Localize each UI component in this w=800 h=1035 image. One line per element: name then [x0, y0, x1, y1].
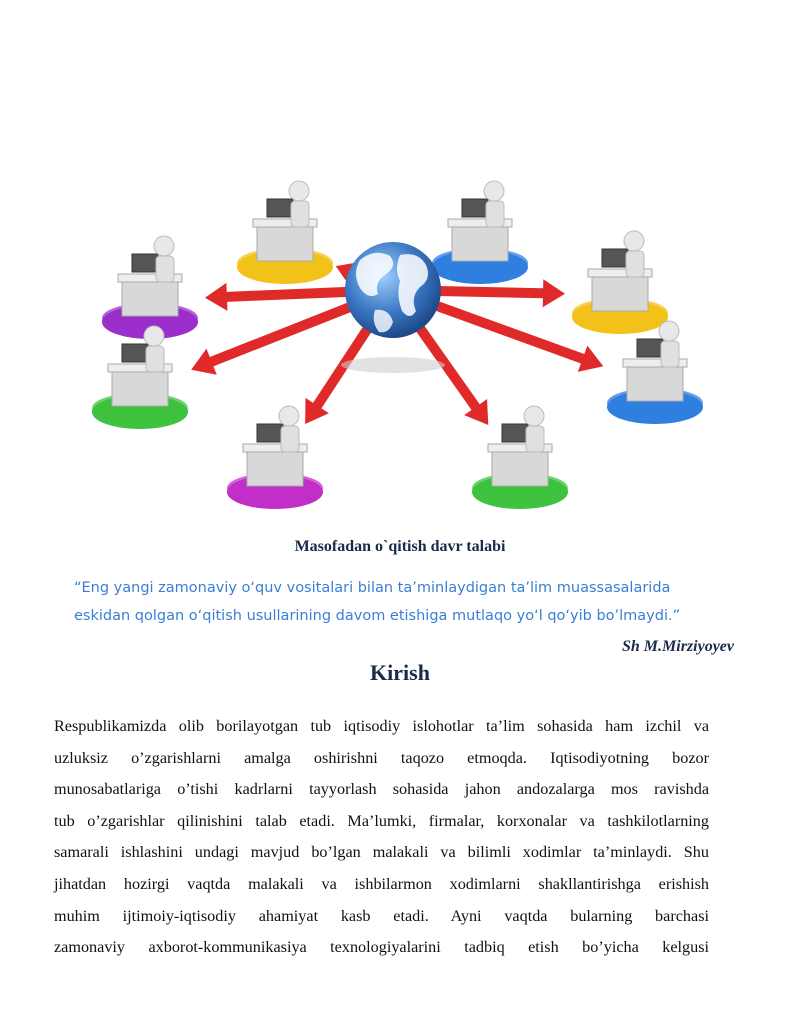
workstation-icon: [432, 181, 528, 284]
arrow: [191, 302, 353, 375]
section-heading: Kirish: [370, 660, 430, 685]
paragraph-line: samarali ishlashini undagi mavjud bo’lgan malakali va bilimli xodimlar ta’minlaydi. Shu: [54, 843, 709, 862]
paragraph-line: munosabatlariga o’tishi kadrlarni tayyorlash sohasida jahon andozalarga mos ravishda: [54, 780, 709, 799]
paragraph-line: tub o’zgarishlar qilinishini talab etadi. Ma’lumki, firmalar, korxonalar va tashkilotlarning: [54, 811, 709, 830]
stations-group: [92, 181, 703, 509]
arrow: [415, 324, 488, 425]
arrow: [438, 279, 565, 307]
workstation-icon: [102, 236, 198, 339]
paragraph-line: uzluksiz o’zgarishlarni amalga oshirishni taqozo etmoqda. Iqtisodiyotning bozor: [54, 748, 709, 767]
quote-line: eskidan qolgan o‘qitish usullarining davom etishiga mutlaqo yo‘l qo‘yib bo’lmaydi.”: [74, 608, 681, 624]
paragraph-line: muhim ijtimoiy-iqtisodiy ahamiyat kasb etadi. Ayni vaqtda bularning barchasi: [54, 906, 709, 925]
quote-author: Sh M.Mirziyoyev: [622, 638, 734, 655]
paragraph-line: jihatdan hozirgi vaqtda malakali va ishbilarmon xodimlarni shakllantirishga erishish: [54, 874, 709, 893]
quote-block: [74, 574, 734, 630]
body-paragraph: [54, 711, 709, 964]
workstation-icon: [237, 181, 333, 284]
workstation-icon: [92, 326, 188, 429]
quote-line: “Eng yangi zamonaviy o‘quv vositalari bilan ta’minlaydigan ta’lim muassasalarida: [74, 580, 671, 596]
paragraph-line: zamonaviy axborot-kommunikasiya texnologiyalarini tadbiq etish bo’yicha kelgusi: [54, 938, 709, 957]
workstation-icon: [572, 231, 668, 334]
workstation-icon: [607, 321, 703, 424]
paragraph-line: Respublikamizda olib borilayotgan tub iqtisodiy islohotlar ta’lim sohasida ham izchil va: [54, 717, 709, 735]
arrow: [205, 283, 348, 311]
image-caption: Masofadan o`qitish davr talabi: [294, 538, 506, 555]
network-illustration: [40, 130, 760, 530]
arrow: [305, 325, 372, 424]
